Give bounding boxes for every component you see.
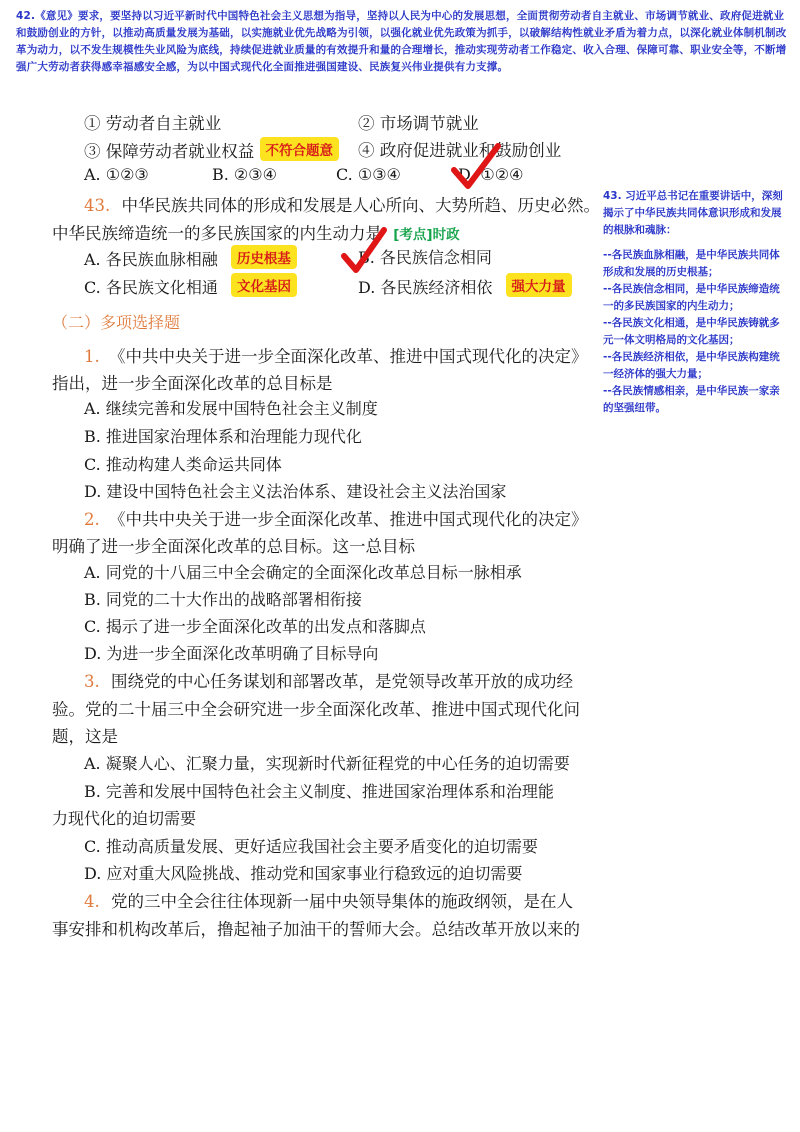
q43-stem-line2	[52, 220, 460, 244]
checkmark-icon	[450, 142, 502, 192]
mq3-option-c: C. 推动高质量发展、更好适应我国社会主要矛盾变化的迫切需要	[84, 837, 538, 856]
side-note-title: 43. 习近平总书记在重要讲话中，深刻揭示了中华民族共同体意识形成和发展的根脉和魂脉：	[603, 190, 783, 236]
q43-option-c-note: 文化基因	[231, 273, 297, 297]
q43-option-d	[358, 273, 572, 298]
mq2-option-d: D. 为进一步全面深化改革明确了目标导向	[84, 644, 379, 663]
side-note-line: --各民族经济相依，是中华民族构建统一经济体的强大力量；	[603, 351, 780, 380]
q43-option-c-text: C. 各民族文化相通	[84, 278, 218, 297]
mq2-number: 2.	[84, 510, 100, 529]
handwritten-note-q43	[603, 188, 787, 417]
mq3-stem-line2: 验。党的二十届三中全会研究进一步全面深化改革、推进中国式现代化问	[52, 700, 580, 719]
mq3-option-b-line2: 力现代化的迫切需要	[52, 809, 197, 828]
mq3-stem-line1	[84, 668, 573, 692]
q42-item-3-text: ③ 保障劳动者就业权益	[84, 142, 255, 161]
q43-stem-text1: 中华民族共同体的形成和发展是人心所向、大势所趋、历史必然。	[121, 196, 600, 215]
mq1-stem-text1: 《中共中央关于进一步全面深化改革、推进中国式现代化的决定》	[109, 347, 588, 366]
mq2-option-b: B. 同党的二十大作出的战略部署相衔接	[84, 590, 362, 609]
q42-item-3-highlight: 不符合题意	[260, 137, 340, 161]
side-note-line: --各民族情感相亲，是中华民族一家亲的坚强纽带。	[603, 385, 780, 414]
q42-option-b: B. ②③④	[212, 165, 277, 184]
mq1-option-a: A. 继续完善和发展中国特色社会主义制度	[84, 399, 378, 418]
mq2-stem-text1: 《中共中央关于进一步全面深化改革、推进中国式现代化的决定》	[109, 510, 588, 529]
mq3-stem-text1: 围绕党的中心任务谋划和部署改革，是党领导改革开放的成功经	[111, 672, 573, 691]
mq1-stem-line2: 指出，进一步全面深化改革的总目标是	[52, 374, 333, 393]
q42-item-2: ② 市场调节就业	[358, 114, 479, 133]
q43-number: 43.	[84, 196, 111, 215]
mq3-option-d: D. 应对重大风险挑战、推动党和国家事业行稳致远的迫切需要	[84, 864, 523, 883]
q43-stem-line1	[84, 192, 600, 216]
mq3-number: 3.	[84, 672, 100, 691]
exam-point-tag: [考点]时政	[393, 227, 460, 243]
mq1-option-b: B. 推进国家治理体系和治理能力现代化	[84, 427, 362, 446]
q43-option-b: B. 各民族信念相同	[358, 248, 492, 267]
q43-option-a-note: 历史根基	[231, 245, 297, 269]
q43-option-a-text: A. 各民族血脉相融	[84, 250, 218, 269]
mq2-option-a: A. 同党的十八届三中全会确定的全面深化改革总目标一脉相承	[84, 563, 522, 582]
mq1-stem-line1	[84, 343, 588, 367]
side-note-line: --各民族信念相同，是中华民族缔造统一的多民族国家的内生动力；	[603, 283, 780, 312]
q42-option-a: A. ①②③	[84, 165, 149, 184]
section-title: （二）多项选择题	[52, 313, 181, 332]
q43-option-c	[84, 273, 297, 298]
mq3-option-a: A. 凝聚人心、汇聚力量，实现新时代新征程党的中心任务的迫切需要	[84, 754, 570, 773]
mq2-stem-line1	[84, 506, 588, 530]
mq4-stem-line2: 事安排和机构改革后，撸起袖子加油干的誓师大会。总结改革开放以来的	[52, 920, 580, 939]
q43-stem-text2: 中华民族缔造统一的多民族国家的内生动力是	[52, 224, 382, 243]
q42-item-4: ④ 政府促进就业和鼓励创业	[358, 141, 562, 160]
side-note-line: --各民族文化相通，是中华民族铸就多元一体文明格局的文化基因；	[603, 317, 780, 346]
mq3-option-b-line1: B. 完善和发展中国特色社会主义制度、推进国家治理体系和治理能	[84, 782, 554, 801]
q43-option-d-text: D. 各民族经济相依	[358, 278, 493, 297]
q42-item-1: ① 劳动者自主就业	[84, 114, 222, 133]
q43-option-a	[84, 245, 297, 270]
checkmark-icon	[340, 226, 388, 276]
mq1-number: 1.	[84, 347, 100, 366]
q42-item-3	[84, 137, 339, 162]
mq2-option-c: C. 揭示了进一步全面深化改革的出发点和落脚点	[84, 617, 426, 636]
q42-option-d: D. ①②④	[458, 165, 524, 184]
q43-option-d-note: 强大力量	[506, 273, 572, 297]
mq1-option-d: D. 建设中国特色社会主义法治体系、建设社会主义法治国家	[84, 482, 507, 501]
mq3-stem-line3: 题，这是	[52, 727, 118, 746]
mq1-option-c: C. 推动构建人类命运共同体	[84, 455, 282, 474]
handwritten-note-q42: 42.《意见》要求，要坚持以习近平新时代中国特色社会主义思想为指导，坚持以人民为中心的发展思想，全面贯彻劳动者自主就业、市场调节就业、政府促进就业和鼓励创业的方针，以推动高质量发展为基础，以实施就业优先战略为引领，以强化就业优先政策为抓手，以破解结构性就业矛盾为着力点，以深化就业体制机制改革为动力，以不发生规模性失业风险为底线，持续促进就业质量的有效提升和量的合理增长，推动实现劳动者工作稳定、收入合理、保障可靠、职业安全等，不断增强广大劳动者获得感幸福感安全感，为以中国式现代化全面推进强国建设、民族复兴伟业提供有力支撑。	[16, 10, 787, 73]
q42-option-c: C. ①③④	[336, 165, 401, 184]
mq4-number: 4.	[84, 892, 100, 911]
mq2-stem-line2: 明确了进一步全面深化改革的总目标。这一总目标	[52, 537, 415, 556]
side-note-line: --各民族血脉相融，是中华民族共同体形成和发展的历史根基；	[603, 249, 780, 278]
mq4-stem-text1: 党的三中全会往往体现新一届中央领导集体的施政纲领，是在人	[111, 892, 573, 911]
mq4-stem-line1	[84, 888, 573, 912]
side-note-spacer	[603, 239, 787, 247]
